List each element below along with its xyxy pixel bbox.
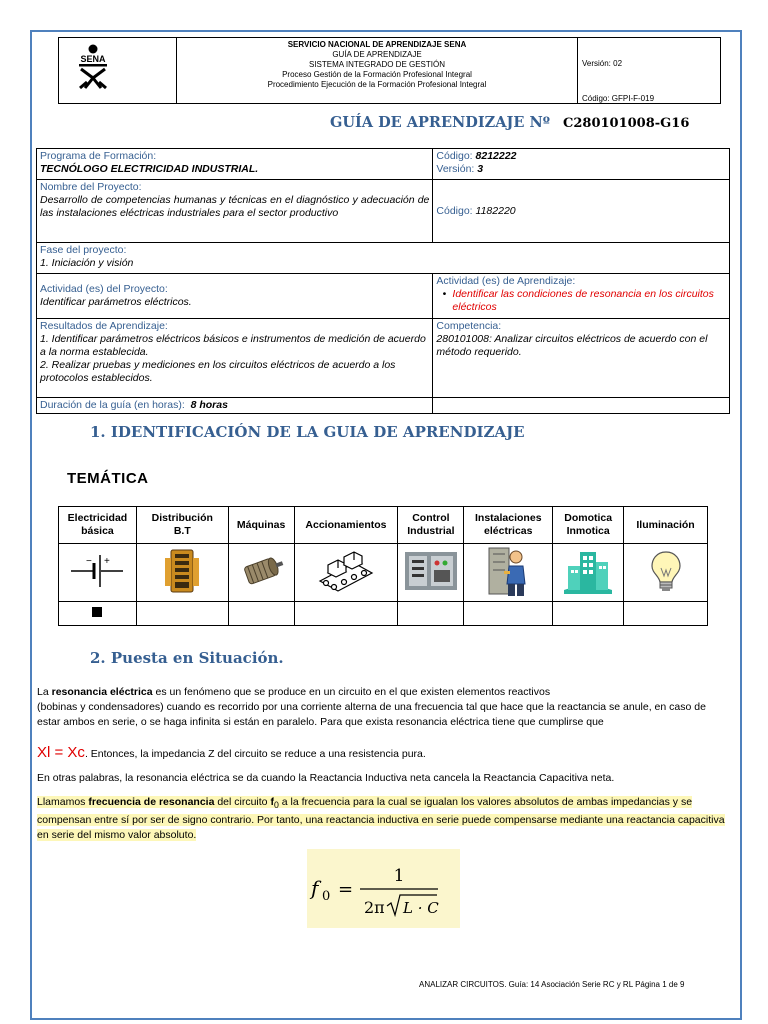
fase-label: Fase del proyecto:	[40, 244, 127, 256]
page-footer: ANALIZAR CIRCUITOS. Guía: 14 Asociación Serie RC y RL Página 1 de 9	[419, 980, 685, 989]
tematica-mark-cell	[136, 602, 228, 626]
smart-building-icon	[553, 544, 624, 602]
codigo2-label: Código:	[436, 204, 473, 217]
term-resonancia: resonancia eléctrica	[51, 686, 153, 698]
resultado-2: 2. Realizar pruebas y mediciones en los circuitos eléctricos de acuerdo a los protocolos establecidos.	[40, 359, 396, 384]
tematica-col-header: Control Industrial	[398, 507, 464, 544]
section-1-title: 1. IDENTIFICACIÓN DE LA GUIA DE APRENDIZAJE	[90, 423, 525, 441]
tematica-col-header: Distribución B.T	[136, 507, 228, 544]
resultados-cell	[37, 319, 433, 398]
tematica-table	[58, 506, 708, 626]
version-label: Versión:	[436, 163, 475, 175]
electrician-icon	[464, 544, 553, 602]
proyecto-value: Desarrollo de competencias humanas y técnicas en el diagnóstico y adecuación de las instalaciones eléctricas industriales para el sector productivo	[40, 194, 430, 219]
tematica-col-header: Domotica Inmotica	[553, 507, 624, 544]
empty-cell	[433, 398, 730, 414]
codigo-cell	[433, 149, 730, 180]
selected-mark-icon	[92, 607, 102, 617]
actividad-cell	[37, 274, 433, 319]
duracion-cell	[37, 398, 433, 414]
guia-title-label: GUÍA DE APRENDIZAJE Nº	[330, 114, 550, 131]
svg-text:+: +	[104, 556, 111, 567]
svg-text:L · C: L · C	[403, 899, 439, 917]
tematica-mark-cell	[464, 602, 553, 626]
aprendizaje-item	[436, 288, 726, 314]
paragraph-4: Llamamos frecuencia de resonancia del circuito $f_0$ a la frecuencia para la cual se igualan los valores absolutos de ambas impedancias y se compensan entre sí por ser de signo contrario. Por tanto, una reactancia inductiva en serie puede compensarse mediante una reactancia capacitiva en serie del mismo valor absoluto.	[37, 796, 725, 842]
header-line-3: SISTEMA INTEGRADO DE GESTIÓN	[308, 60, 446, 69]
svg-text:−: −	[86, 556, 93, 567]
paragraph-3: En otras palabras, la resonancia eléctrica se da cuando la Reactancia Inductiva neta cancela la Reactancia Capacitiva neta.	[37, 772, 615, 784]
svg-text:0: 0	[322, 889, 331, 904]
guia-title-code: C280101008-G16	[563, 116, 690, 131]
tematica-col-header: Instalaciones eléctricas	[464, 507, 553, 544]
conveyor-boxes-icon	[294, 544, 398, 602]
resultado-1: 1. Identificar parámetros eléctricos básicos e instrumentos de medición de acuerdo a la norma establecida.	[40, 333, 426, 358]
svg-text:1: 1	[393, 866, 405, 886]
tematica-mark-cell	[624, 602, 708, 626]
tematica-col-header: Máquinas	[228, 507, 294, 544]
proyecto-cell	[37, 180, 433, 243]
codigo-value: 8212222	[475, 150, 517, 162]
xl-equals-xc: Xl = Xc	[37, 744, 85, 761]
header-codigo: Código: GFPI-F-019	[582, 94, 655, 103]
control-cabinet-icon	[398, 544, 464, 602]
electrical-panel-icon	[136, 544, 228, 602]
proyecto-label: Nombre del Proyecto:	[40, 181, 142, 193]
fase-value: 1. Iniciación y visión	[40, 257, 134, 269]
term-frecuencia: frecuencia de resonancia	[88, 796, 215, 808]
tematica-mark-cell	[228, 602, 294, 626]
header-version: Versión: 02	[582, 59, 623, 68]
tematica-title: TEMÁTICA	[67, 470, 149, 487]
tematica-mark-cell	[398, 602, 464, 626]
bullet-icon: •	[442, 288, 447, 300]
aprendizaje-label: Actividad (es) de Aprendizaje:	[436, 275, 576, 287]
resonance-formula	[307, 849, 460, 928]
tematica-mark-row	[59, 602, 708, 626]
tematica-header-row	[59, 507, 708, 544]
svg-text:=: =	[338, 879, 354, 900]
tematica-col-header: Electricidad básica	[59, 507, 137, 544]
fase-cell	[37, 243, 730, 274]
battery-symbol-icon	[59, 544, 137, 602]
sena-logo	[59, 38, 177, 103]
codigo2-cell	[433, 180, 730, 243]
header-line-1: SERVICIO NACIONAL DE APRENDIZAJE SENA	[287, 40, 467, 49]
guia-title	[330, 114, 689, 131]
svg-text:f: f	[311, 876, 319, 900]
version-value: 3	[477, 163, 484, 175]
aprendizaje-cell	[433, 274, 730, 319]
tematica-col-header: Iluminación	[624, 507, 708, 544]
tematica-mark-cell	[294, 602, 398, 626]
tematica-col-header: Accionamientos	[294, 507, 398, 544]
programa-label: Programa de Formación:	[40, 150, 157, 162]
aprendizaje-value: Identificar las condiciones de resonancia en los circuitos eléctricos	[452, 288, 714, 313]
document-header	[58, 37, 721, 104]
tematica-icon-row	[59, 544, 708, 602]
competencia-cell	[433, 319, 730, 398]
header-line-5: Procedimiento Ejecución de la Formación Profesional Integral	[267, 80, 487, 89]
svg-text:2π: 2π	[364, 898, 385, 917]
competencia-value: 280101008: Analizar circuitos eléctricos de acuerdo con el método requerido.	[436, 333, 708, 358]
duracion-value: 8 horas	[190, 399, 228, 411]
info-table	[36, 148, 730, 414]
paragraph-1: La resonancia eléctrica es un fenómeno que se produce en un circuito en el que existen elementos reactivos (bobinas y condensadores) cuando es recorrido por una corriente alterna de una frecuencia tal que hace que la reactancia se anule, en caso de estar ambos en serie, o se haga infinita si están en paralelo. Para que exista resonancia eléctrica tiene que cumplirse que	[37, 686, 706, 728]
header-line-4: Proceso Gestión de la Formación Profesional Integral	[282, 70, 472, 79]
tematica-mark-cell	[553, 602, 624, 626]
resultados-label: Resultados de Aprendizaje:	[40, 320, 168, 332]
svg-text:SENA: SENA	[80, 54, 106, 64]
programa-value: TECNÓLOGO ELECTRICIDAD INDUSTRIAL.	[40, 163, 259, 175]
codigo2-value: 1182220	[475, 204, 516, 217]
programa-cell	[37, 149, 433, 180]
codigo-label: Código:	[436, 150, 473, 162]
duracion-label: Duración de la guía (en horas):	[40, 399, 185, 411]
competencia-label: Competencia:	[436, 320, 502, 332]
header-version-box	[578, 38, 720, 103]
header-titles	[177, 38, 578, 103]
actividad-value: Identificar parámetros eléctricos.	[40, 296, 192, 308]
header-line-2: GUÍA DE APRENDIZAJE	[332, 50, 422, 59]
paragraph-2: Xl = Xc. Entonces, la impedancia Z del circuito se reduce a una resistencia pura.	[37, 744, 426, 761]
tematica-mark-cell	[59, 602, 137, 626]
electric-motor-icon	[228, 544, 294, 602]
light-bulb-icon	[624, 544, 708, 602]
actividad-label: Actividad (es) del Proyecto:	[40, 283, 168, 295]
section-2-title: 2. Puesta en Situación.	[90, 649, 284, 667]
